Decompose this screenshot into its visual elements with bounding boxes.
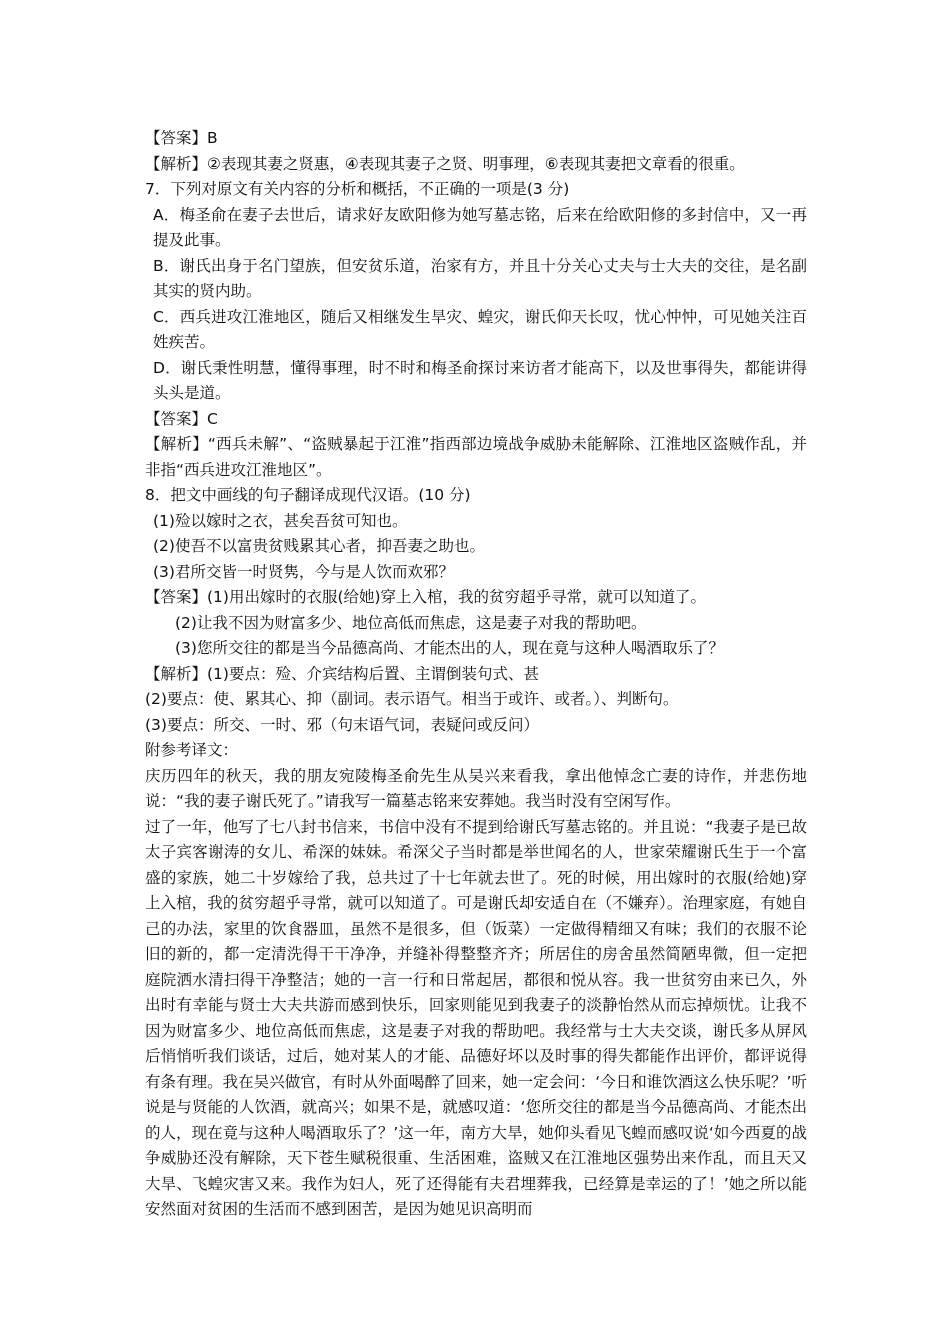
question-8-sentence-2: (2)使吾不以富贵贫贱累其心者，抑吾妻之助也。 (153, 537, 485, 555)
option-7b: B．谢氏出身于名门望族，但安贫乐道，治家有方，并且十分关心丈夫与士大夫的交往，是名副其实的贤内助。 (153, 256, 807, 300)
option-7c: C．西兵进攻江淮地区，随后又相继发生旱灾、蝗灾，谢氏仰天长叹，忧心忡忡，可见她关注百姓疾苦。 (153, 307, 807, 351)
explanation-q7: 【解析】“西兵未解”、“盗贼暴起于江淮”指西部边境战争威胁未能解除、江淮地区盗贼作乱，并非指“西兵进攻江淮地区”。 (145, 435, 807, 479)
option-7d: D．谢氏秉性明慧，懂得事理，时不时和梅圣俞探讨来访者才能高下，以及世事得失，都能讲得头头是道。 (153, 358, 807, 402)
explanation-q8-2: (2)要点：使、累其心、抑（副词。表示语气。相当于或许、或者。）、判断句。 (145, 690, 679, 708)
answer-q7: 【答案】C (145, 409, 218, 428)
question-8-sentence-3: (3)君所交皆一时贤隽，今与是人饮而欢邪？ (153, 562, 454, 581)
translation-paragraph-2: 过了一年，他写了七八封书信来，书信中没有不提到给谢氏写墓志铭的。并且说：“我妻子是已故太子宾客谢涛的女儿、希深的妹妹。希深父子当时都是举世闻名的人，世家荣耀谢氏生于一个富盛的家族，她二十岁嫁给了我，总共过了十七年就去世了。死的时候，用出嫁时的衣服(给她)穿上入棺，我的贫穷超乎寻常，就可以知道了。可是谢氏却安适自在（不嫌弃）。治理家庭，有她自己的办法，家里的饮食器皿，虽然不是很多，但（饭菜）一定做得精细又有味；我们的衣服不论旧的新的，都一定清洗得干干净净，并缝补得整整齐齐；所居住的房舍虽然简陋卑微，但一定把庭院洒水清扫得干净整洁；她的一言一行和日常起居，都很和悦从容。我一世贫穷由来已久，外出时有幸能与贤士大夫共游而感到快乐，回家则能见到我妻子的淡静怡然从而忘掉烦忧。让我不因为财富多少、地位高低而焦虑，这是妻子对我的帮助吧。我经常与士大夫交谈，谢氏多从屏风后悄悄听我们谈话，过后，她对某人的才能、品德好坏以及时事的得失都能作出评价，都评说得有条有理。我在吴兴做官，有时从外面喝醉了回来，她一定会问：‘今日和谁饮酒这么快乐呢？’听说是与贤能的人饮酒，就高兴；如果不是，就感叹道：‘您所交往的都是当今品德高尚、才能杰出的人，现在竟与这种人喝酒取乐了？’这一年，南方大旱，她仰头看见飞蝗而感叹说‘如今西夏的战争威胁还没有解除，天下苍生赋税很重、生活困难，盗贼又在江淮地区强势出来作乱，而且天又大旱、飞蝗灾害又来。我作为妇人，死了还得能有夫君埋葬我，已经算是幸运的了！’她之所以能安然面对贫困的生活而不感到困苦，是因为她见识高明而 (145, 817, 807, 1218)
explanation-q8-1: 【解析】(1)要点：殓、介宾结构后置、主谓倒装句式、甚 (145, 664, 539, 683)
question-8-sentence-1: (1)殓以嫁时之衣，甚矣吾贫可知也。 (153, 511, 408, 530)
explanation-q8-3: (3)要点：所交、一时、邪（句末语气词，表疑问或反问） (145, 715, 539, 734)
document-body (145, 126, 807, 1223)
answer-q6: 【答案】B (145, 129, 218, 147)
answer-q8-1: 【答案】(1)用出嫁时的衣服(给她)穿上入棺，我的贫穷超乎寻常，就可以知道了。 (145, 588, 707, 606)
answer-q8-3: (3)您所交往的都是当今品德高尚、才能杰出的人，现在竟与这种人喝酒取乐了？ (175, 639, 724, 657)
translation-paragraph-1: 庆历四年的秋天，我的朋友宛陵梅圣俞先生从吴兴来看我，拿出他悼念亡妻的诗作，并悲伤地说：“我的妻子谢氏死了。”请我写一篇墓志铭来安葬她。我当时没有空闲写作。 (145, 766, 807, 810)
option-7a: A．梅圣俞在妻子去世后，请求好友欧阳修为她写墓志铭，后来在给欧阳修的多封信中，又一再提及此事。 (153, 205, 807, 249)
question-8: 8．把文中画线的句子翻译成现代汉语。(10 分) (145, 486, 471, 504)
explanation-q6: 【解析】②表现其妻之贤惠，④表现其妻子之贤、明事理，⑥表现其妻把文章看的很重。 (145, 154, 745, 173)
answer-q8-2: (2)让我不因为财富多少、地位高低而焦虑，这是妻子对我的帮助吧。 (175, 613, 647, 632)
reference-translation-heading: 附参考译文： (145, 741, 239, 759)
question-7: 7．下列对原文有关内容的分析和概括，不正确的一项是(3 分) (145, 180, 570, 198)
